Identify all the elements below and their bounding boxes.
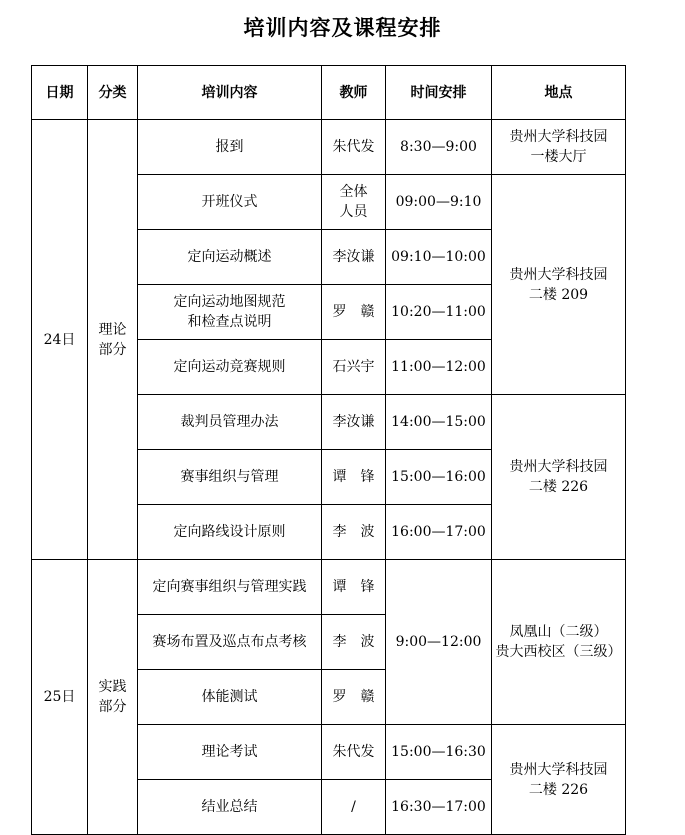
location-cell: 贵州大学科技园 二楼 226 (492, 725, 626, 835)
time-cell: 11:00—12:00 (386, 340, 492, 395)
content-cell: 体能测试 (138, 670, 322, 725)
location-cell: 凤凰山（二级） 贵大西校区（三级） (492, 560, 626, 725)
content-cell: 裁判员管理办法 (138, 395, 322, 450)
teacher-cell: 李 波 (322, 615, 386, 670)
content-cell: 定向运动地图规范 和检查点说明 (138, 285, 322, 340)
location-cell: 贵州大学科技园 一楼大厅 (492, 120, 626, 175)
time-cell: 15:00—16:00 (386, 450, 492, 505)
header-content: 培训内容 (138, 66, 322, 120)
teacher-cell: 朱代发 (322, 725, 386, 780)
teacher-cell: 罗 赣 (322, 670, 386, 725)
teacher-cell: 李 波 (322, 505, 386, 560)
teacher-cell: / (322, 780, 386, 835)
content-cell: 报到 (138, 120, 322, 175)
header-row (32, 66, 626, 120)
time-cell: 09:10—10:00 (386, 230, 492, 285)
teacher-cell: 石兴宇 (322, 340, 386, 395)
location-cell: 贵州大学科技园 二楼 209 (492, 175, 626, 395)
time-cell: 16:00—17:00 (386, 505, 492, 560)
teacher-cell: 谭 锋 (322, 560, 386, 615)
teacher-cell: 朱代发 (322, 120, 386, 175)
page-title: 培训内容及课程安排 (243, 16, 442, 40)
table-row (32, 120, 626, 175)
content-cell: 结业总结 (138, 780, 322, 835)
header-teacher: 教师 (322, 66, 386, 120)
date-cell: 24日 (32, 120, 88, 560)
header-category: 分类 (88, 66, 138, 120)
category-cell: 理论 部分 (88, 120, 138, 560)
date-cell: 25日 (32, 560, 88, 835)
content-cell: 理论考试 (138, 725, 322, 780)
teacher-cell: 罗 赣 (322, 285, 386, 340)
time-cell: 09:00—9:10 (386, 175, 492, 230)
time-cell: 8:30—9:00 (386, 120, 492, 175)
time-cell: 15:00—16:30 (386, 725, 492, 780)
location-cell: 贵州大学科技园 二楼 226 (492, 395, 626, 560)
teacher-cell: 谭 锋 (322, 450, 386, 505)
content-cell: 定向路线设计原则 (138, 505, 322, 560)
content-cell: 定向赛事组织与管理实践 (138, 560, 322, 615)
teacher-cell: 李汝谦 (322, 230, 386, 285)
header-date: 日期 (32, 66, 88, 120)
schedule-table (31, 65, 626, 835)
teacher-cell: 李汝谦 (322, 395, 386, 450)
header-location: 地点 (492, 66, 626, 120)
time-cell: 10:20—11:00 (386, 285, 492, 340)
content-cell: 定向运动竞赛规则 (138, 340, 322, 395)
content-cell: 定向运动概述 (138, 230, 322, 285)
time-cell: 14:00—15:00 (386, 395, 492, 450)
time-cell: 16:30—17:00 (386, 780, 492, 835)
time-cell: 9:00—12:00 (386, 560, 492, 725)
header-time: 时间安排 (386, 66, 492, 120)
content-cell: 开班仪式 (138, 175, 322, 230)
table-row (32, 560, 626, 615)
content-cell: 赛场布置及巡点布点考核 (138, 615, 322, 670)
content-cell: 赛事组织与管理 (138, 450, 322, 505)
teacher-cell: 全体 人员 (322, 175, 386, 230)
category-cell: 实践 部分 (88, 560, 138, 835)
